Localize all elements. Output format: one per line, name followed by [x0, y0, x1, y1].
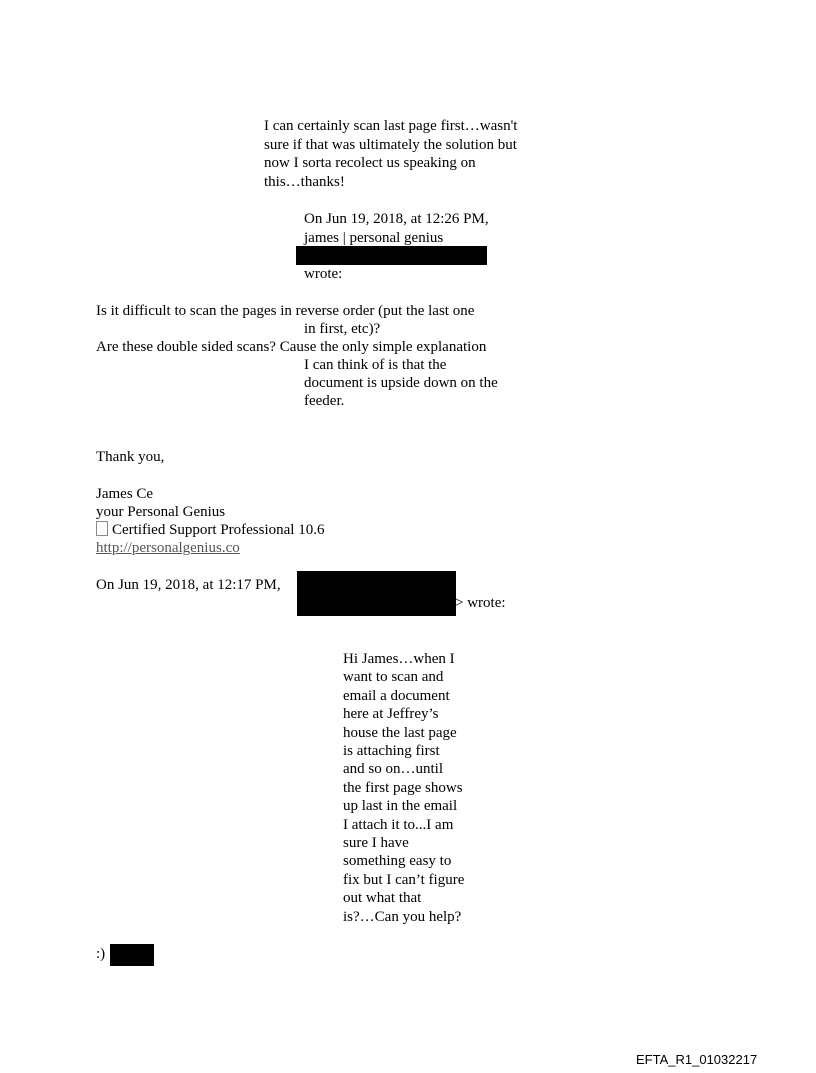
message-line: fix but I can’t figure	[343, 871, 465, 888]
message-line: email a document	[343, 687, 450, 704]
message-line: I can think of is that the	[304, 357, 447, 373]
quote-sender-name: james | personal genius	[304, 229, 444, 246]
message-line: is?…Can you help?	[343, 908, 462, 925]
quote-wrote: > wrote:	[455, 595, 506, 611]
reply-line: now I sorta recolect us speaking on	[264, 155, 476, 171]
redaction-box	[110, 944, 154, 966]
message-line: is attaching first	[343, 743, 440, 759]
signature-name: James Ce	[96, 486, 154, 502]
message-line: in first, etc)?	[304, 321, 381, 337]
quote-wrote: wrote:	[304, 266, 343, 282]
redaction-box	[297, 571, 456, 616]
reply-line: I can certainly scan last page first…wasn't	[264, 118, 518, 134]
message-line: document is upside down on the	[304, 375, 498, 391]
message-line: feeder.	[304, 393, 345, 409]
reply-line: sure if that was ultimately the solution but	[264, 136, 517, 153]
closing-smiley: :)	[96, 946, 106, 962]
website-link[interactable]: http://personalgenius.co	[96, 540, 240, 556]
message-line: sure I have	[343, 835, 409, 851]
message-line: and so on…until	[343, 761, 443, 778]
message-line: want to scan and	[343, 669, 444, 686]
message-line: out what that	[343, 890, 422, 907]
message-line: the first page shows	[343, 779, 463, 796]
message-line: Are these double sided scans? Cause the only simple explanation	[96, 339, 487, 355]
message-line: something easy to	[343, 853, 452, 870]
signature-thanks: Thank you,	[96, 449, 165, 465]
message-line: Is it difficult to scan the pages in reverse order (put the last one	[96, 303, 475, 319]
signature-title: your Personal Genius	[96, 504, 226, 520]
document-id: EFTA_R1_01032217	[636, 1052, 758, 1067]
certification-text: Certified Support Professional 10.6	[112, 522, 325, 538]
message-line: up last in the email	[343, 798, 458, 815]
signature-certification	[96, 521, 324, 540]
reply-line: this…thanks!	[264, 173, 345, 190]
message-line: house the last page	[343, 724, 457, 741]
message-line: I attach it to...I am	[343, 816, 454, 833]
apple-logo-icon	[96, 521, 108, 536]
quote-date-line: On Jun 19, 2018, at 12:17 PM,	[96, 577, 281, 593]
message-line: Hi James…when I	[343, 651, 455, 667]
redaction-box	[296, 246, 487, 265]
message-line: here at Jeffrey’s	[343, 706, 439, 723]
quote-date-line: On Jun 19, 2018, at 12:26 PM,	[304, 211, 489, 227]
